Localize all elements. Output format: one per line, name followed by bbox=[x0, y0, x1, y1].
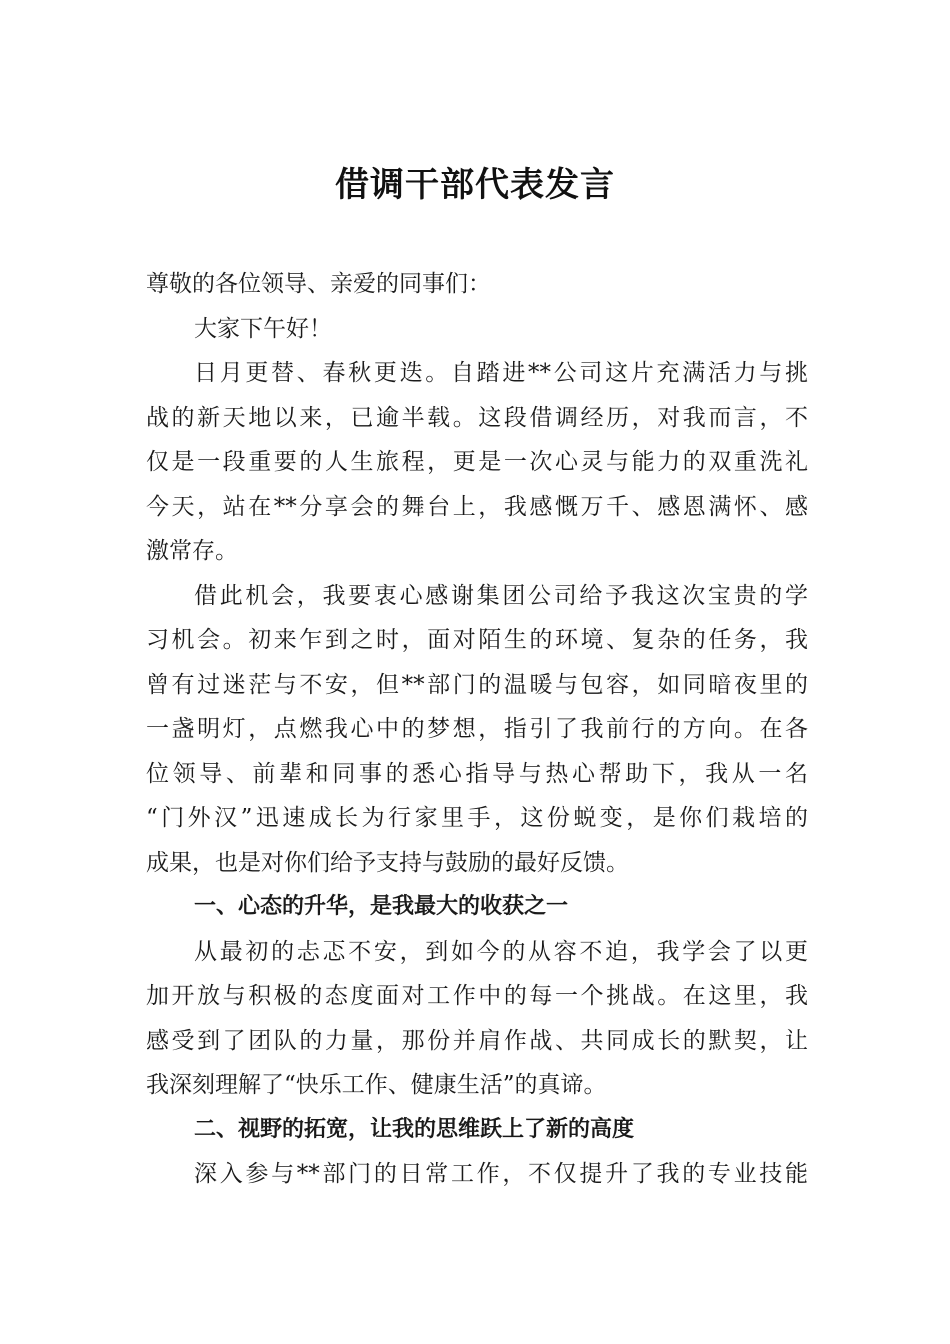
paragraph-line: 我深刻理解了“快乐工作、健康生活”的真谛。 bbox=[146, 1072, 607, 1098]
paragraph-3 bbox=[146, 930, 808, 1108]
paragraph-line: “门外汉”迅速成长为行家里手，这份蜕变，是你们栽培的 bbox=[146, 805, 808, 831]
paragraph-line: 加开放与积极的态度面对工作中的每一个挑战。在这里，我 bbox=[146, 983, 808, 1009]
paragraph-line: 曾有过迷茫与不安，但**部门的温暖与包容，如同暗夜里的 bbox=[146, 671, 808, 698]
greeting: 大家下午好！ bbox=[194, 315, 332, 342]
paragraph-line: 习机会。初来乍到之时，面对陌生的环境、复杂的任务，我 bbox=[146, 627, 808, 653]
paragraph-1 bbox=[146, 351, 808, 574]
paragraph-line: 今天，站在**分享会的舞台上，我感慨万千、感恩满怀、感 bbox=[146, 493, 808, 520]
salutation: 尊敬的各位领导、亲爱的同事们： bbox=[146, 271, 491, 297]
paragraph-line: 位领导、前辈和同事的悉心指导与热心帮助下，我从一名 bbox=[146, 760, 808, 787]
paragraph-line: 深入参与**部门的日常工作，不仅提升了我的专业技能 bbox=[194, 1161, 808, 1187]
paragraph-4 bbox=[146, 1152, 808, 1197]
paragraph-line: 一盏明灯，点燃我心中的梦想，指引了我前行的方向。在各 bbox=[146, 716, 808, 742]
document-body bbox=[146, 262, 808, 1197]
paragraph-line: 日月更替、春秋更迭。自踏进**公司这片充满活力与挑 bbox=[194, 360, 808, 386]
paragraph-line: 仅是一段重要的人生旅程，更是一次心灵与能力的双重洗礼 bbox=[146, 449, 808, 475]
paragraph-line: 战的新天地以来，已逾半载。这段借调经历，对我而言，不 bbox=[146, 404, 808, 431]
section-heading-2: 二、视野的拓宽，让我的思维跃上了新的高度 bbox=[194, 1116, 635, 1142]
document-title: 借调干部代表发言 bbox=[335, 165, 615, 205]
paragraph-line: 感受到了团队的力量，那份并肩作战、共同成长的默契，让 bbox=[146, 1027, 808, 1054]
paragraph-2 bbox=[146, 574, 808, 886]
section-heading-1: 一、心态的升华，是我最大的收获之一 bbox=[194, 894, 569, 919]
paragraph-line: 成果，也是对你们给予支持与鼓励的最好反馈。 bbox=[146, 849, 629, 876]
paragraph-line: 从最初的忐忑不安，到如今的从容不迫，我学会了以更 bbox=[194, 938, 808, 965]
paragraph-line: 激常存。 bbox=[146, 538, 238, 564]
paragraph-line: 借此机会，我要衷心感谢集团公司给予我这次宝贵的学 bbox=[194, 582, 808, 609]
